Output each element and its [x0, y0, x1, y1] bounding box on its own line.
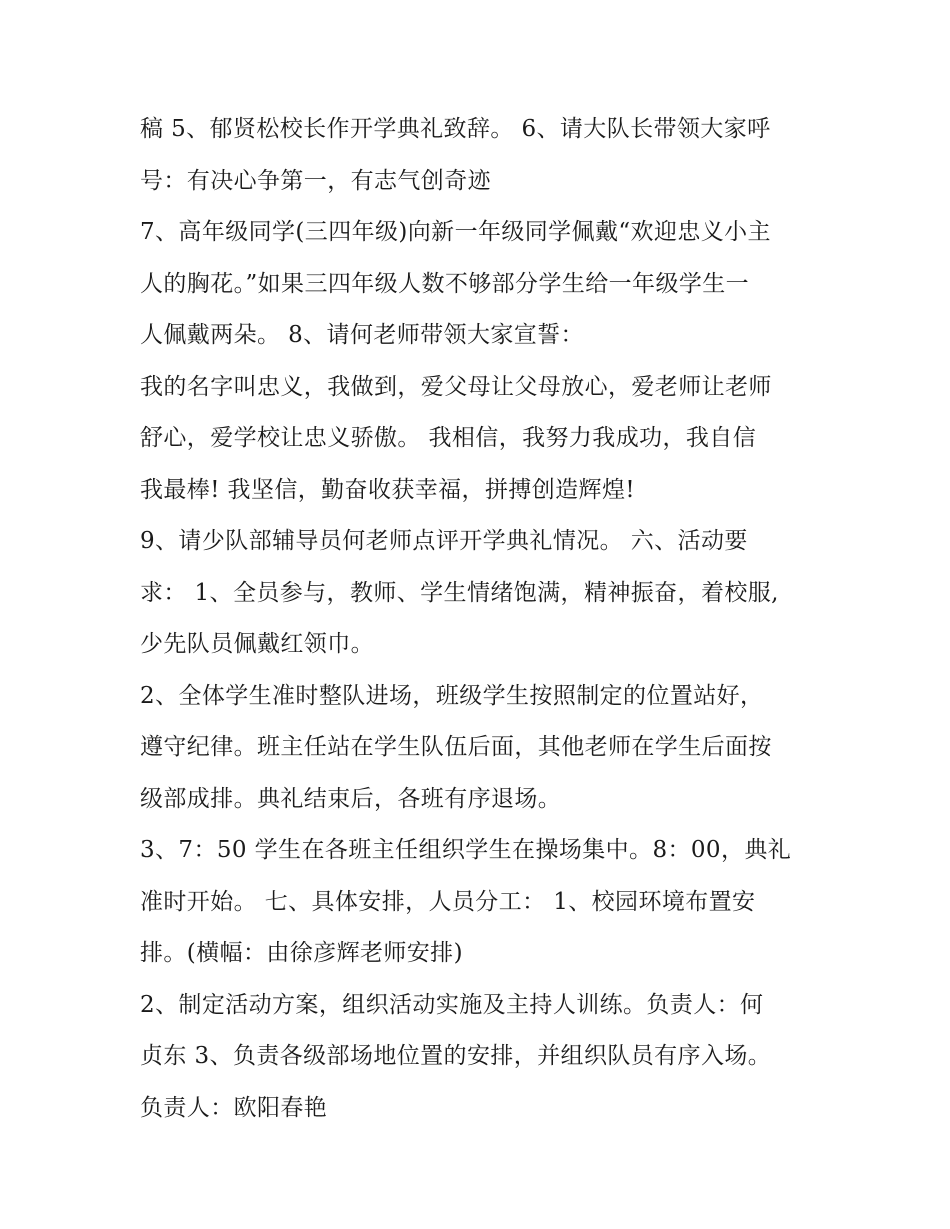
text-line-7: 舒心，爱学校让忠义骄傲。 我相信，我努力我成功，我自信: [140, 425, 757, 451]
text-line-6: 我的名字叫忠义，我做到，爱父母让父母放心，爱老师让老师: [140, 373, 772, 400]
text-line-10: 求： 1、全员参与，教师、学生情绪饱满，精神振奋，着校服,: [140, 579, 779, 606]
text-line-17: 排。(横幅：由徐彦辉老师安排): [140, 940, 463, 966]
document-body: [140, 104, 840, 1134]
text-line-3: 7、高年级同学(三四年级)向新一年级同学佩戴“欢迎忠义小主: [140, 219, 771, 245]
text-line-2: 号：有决心争第一，有志气创奇迹: [140, 167, 491, 194]
text-line-15: 3、7：50 学生在各班主任组织学生在操场集中。8：00，典礼: [140, 837, 792, 863]
text-line-11: 少先队员佩戴红领巾。: [140, 631, 374, 657]
text-line-8: 我最棒! 我坚信，勤奋收获幸福，拼搏创造辉煌!: [140, 476, 635, 503]
text-line-1: 稿 5、郁贤松校长作开学典礼致辞。 6、请大队长带领大家呼: [140, 116, 771, 142]
text-line-19: 贞东 3、负责各级部场地位置的安排，并组织队员有序入场。: [140, 1043, 772, 1069]
text-line-9: 9、请少队部辅导员何老师点评开学典礼情况。 六、活动要: [140, 528, 748, 554]
text-line-16: 准时开始。 七、具体安排，人员分工： 1、校园环境布置安: [140, 888, 756, 915]
text-line-14: 级部成排。典礼结束后，各班有序退场。: [140, 785, 562, 812]
text-line-20: 负责人：欧阳春艳: [140, 1094, 328, 1121]
text-line-5: 人佩戴两朵。 8、请何老师带领大家宣誓：: [140, 322, 584, 348]
text-line-18: 2、制定活动方案，组织活动实施及主持人训练。负责人：何: [140, 991, 764, 1018]
text-line-4: 人的胸花。”如果三四年级人数不够部分学生给一年级学生一: [140, 270, 750, 297]
text-line-12: 2、全体学生准时整队进场，班级学生按照制定的位置站好，: [140, 682, 764, 709]
text-line-13: 遵守纪律。班主任站在学生队伍后面，其他老师在学生后面按: [140, 734, 772, 760]
